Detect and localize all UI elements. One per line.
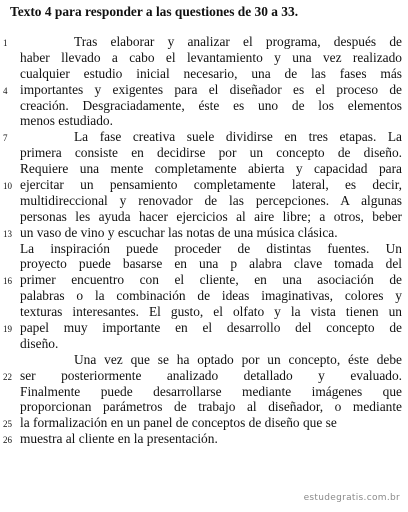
- line-number: 13: [3, 228, 12, 239]
- passage-text: [0, 34, 408, 447]
- line-text: muestra al cliente en la presentación.: [20, 431, 218, 447]
- passage-line: [0, 129, 408, 145]
- passage-line: [0, 209, 408, 225]
- line-text: personas les ayuda hacer ejercicios al aire libre; a otros, beber: [20, 208, 402, 224]
- passage-line: [0, 98, 408, 114]
- passage-line: [0, 225, 408, 241]
- line-text: menos estudiado.: [20, 113, 113, 129]
- line-text: Tras elaborar y analizar el programa, después de: [74, 34, 402, 49]
- line-text: texturas interesantes. El gusto, el olfato y la vista tienen un: [20, 304, 402, 320]
- line-text: la formalización en un panel de conceptos de diseño que se: [20, 415, 337, 431]
- line-text: ser posteriormente analizado detallado y evaluado.: [20, 367, 402, 383]
- line-text: proporcionan parámetros de trabajo al diseñador, o mediante: [20, 399, 402, 415]
- passage-title: Texto 4 para responder a las questiones de 30 a 33.: [10, 4, 299, 19]
- line-text: palabras o la combinación de ideas imaginativas, colores y: [20, 288, 402, 304]
- line-number: 25: [3, 419, 12, 430]
- passage-line: [0, 145, 408, 161]
- line-text: La inspiración puede proceder de distintas fuentes. Un: [20, 240, 402, 256]
- line-text: creación. Desgraciadamente, éste es uno de los elementos: [20, 97, 402, 113]
- line-number: 1: [3, 38, 8, 48]
- line-text: primera consiste en decidirse por un concepto de diseño.: [20, 145, 402, 161]
- line-text: cualquier estudio inicial necesario, una de las fases más: [20, 65, 402, 81]
- passage-line: [0, 352, 408, 368]
- passage-line: [0, 82, 408, 98]
- passage-line: [0, 241, 408, 257]
- passage-line: [0, 34, 408, 50]
- passage-line: [0, 431, 408, 447]
- passage-line: [0, 113, 408, 129]
- line-text: proyecto puede basarse en una p alabra clave tomada del: [20, 256, 402, 272]
- line-number: 26: [3, 435, 12, 446]
- passage-line: [0, 368, 408, 384]
- passage-line: [0, 399, 408, 415]
- line-number: 4: [3, 85, 8, 96]
- line-text: La fase creativa suele dividirse en tres etapas. La: [74, 129, 402, 145]
- line-text: un vaso de vino y escuchar las notas de una música clásica.: [20, 224, 338, 240]
- passage-line: [0, 272, 408, 288]
- line-text: haber llevado a cabo el levantamiento y una vez realizado: [20, 49, 402, 65]
- line-number: 22: [3, 371, 12, 382]
- line-text: primer encuentro con el cliente, en una asociación de: [20, 272, 402, 288]
- passage-line: [0, 415, 408, 431]
- line-text: Una vez que se ha optado por un concepto, éste debe: [74, 351, 402, 367]
- passage-line: [0, 320, 408, 336]
- line-text: papel muy importante en el desarrollo del concepto de: [20, 320, 402, 336]
- passage-line: [0, 66, 408, 82]
- passage-line: [0, 177, 408, 193]
- passage-line: [0, 304, 408, 320]
- line-number: 16: [3, 276, 12, 287]
- line-text: ejercitar un pensamiento completamente lateral, es decir,: [20, 177, 402, 193]
- line-number: 7: [3, 133, 8, 144]
- line-text: Requiere una mente completamente abierta y capacidad para: [20, 161, 402, 177]
- line-number: 19: [3, 324, 12, 335]
- passage-line: [0, 336, 408, 352]
- line-number: 10: [3, 181, 12, 192]
- passage-line: [0, 50, 408, 66]
- line-text: diseño.: [20, 335, 59, 351]
- line-text: importantes y exigentes para el diseñador es el proceso de: [20, 81, 402, 97]
- passage-line: [0, 288, 408, 304]
- line-text: Finalmente puede desarrollarse mediante imágenes que: [20, 383, 402, 399]
- passage-line: [0, 256, 408, 272]
- passage-line: [0, 161, 408, 177]
- line-text: multidireccional y renovador de las percepciones. A algunas: [20, 192, 402, 208]
- site-watermark: estudegratis.com.br: [303, 493, 400, 503]
- passage-line: [0, 384, 408, 400]
- passage-line: [0, 193, 408, 209]
